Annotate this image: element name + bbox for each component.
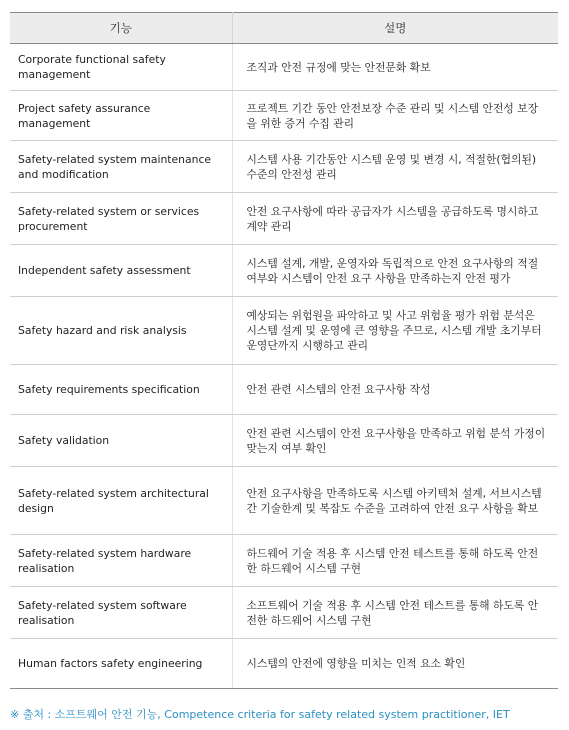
- description-cell: 안전 관련 시스템이 안전 요구사항을 만족하고 위험 분석 가정이 맞는지 여부 확인: [232, 415, 558, 467]
- safety-functions-table: [10, 12, 558, 689]
- table-row: [10, 587, 558, 639]
- table-row: [10, 467, 558, 535]
- description-cell: 시스템 설계, 개발, 운영자와 독립적으로 안전 요구사항의 적절 여부와 시스템이 안전 요구 사항을 만족하는지 안전 평가: [232, 245, 558, 297]
- function-cell: Safety validation: [10, 415, 232, 467]
- table-row: [10, 535, 558, 587]
- function-cell: Safety-related system architectural design: [10, 467, 232, 535]
- function-cell: Safety-related system software realisation: [10, 587, 232, 639]
- table-row: [10, 245, 558, 297]
- function-cell: Safety requirements specification: [10, 365, 232, 415]
- description-cell: 소프트웨어 기술 적용 후 시스템 안전 테스트를 통해 하도록 안전한 하드웨어 시스템 구현: [232, 587, 558, 639]
- function-cell: Safety-related system hardware realisation: [10, 535, 232, 587]
- table-row: [10, 365, 558, 415]
- header-function: 기능: [10, 13, 232, 44]
- function-cell: Safety hazard and risk analysis: [10, 297, 232, 365]
- source-note: ※ 출처 : 소프트웨어 안전 기능, Competence criteria for safety related system practitioner, IET: [10, 708, 510, 721]
- function-cell: Safety-related system maintenance and modification: [10, 141, 232, 193]
- description-cell: 시스템 사용 기간동안 시스템 운영 및 변경 시, 적절한(협의된) 수준의 안전성 관리: [232, 141, 558, 193]
- description-cell: 안전 요구사항을 만족하도록 시스템 아키텍처 설계, 서브시스템 간 기술한계 및 복잡도 수준을 고려하여 안전 요구 사항을 확보: [232, 467, 558, 535]
- table-row: [10, 91, 558, 141]
- table-row: [10, 141, 558, 193]
- table-row: [10, 297, 558, 365]
- function-cell: Safety-related system or services procurement: [10, 193, 232, 245]
- description-cell: 조직과 안전 규정에 맞는 안전문화 확보: [232, 44, 558, 91]
- description-cell: 시스템의 안전에 영향을 미치는 인적 요소 확인: [232, 639, 558, 689]
- table-row: [10, 415, 558, 467]
- description-cell: 안전 관련 시스템의 안전 요구사항 작성: [232, 365, 558, 415]
- table-header-row: [10, 13, 558, 44]
- description-cell: 하드웨어 기술 적용 후 시스템 안전 테스트를 통해 하도록 안전한 하드웨어 시스템 구현: [232, 535, 558, 587]
- function-cell: Independent safety assessment: [10, 245, 232, 297]
- table-row: [10, 193, 558, 245]
- function-cell: Human factors safety engineering: [10, 639, 232, 689]
- table-row: [10, 639, 558, 689]
- table-row: [10, 44, 558, 91]
- function-cell: Project safety assurance management: [10, 91, 232, 141]
- function-cell: Corporate functional safety management: [10, 44, 232, 91]
- header-description: 설명: [232, 13, 558, 44]
- description-cell: 예상되는 위험원을 파악하고 및 사고 위험율 평가 위험 분석은 시스템 설계 및 운영에 큰 영향을 주므로, 시스템 개발 초기부터 운영단까지 시행하고 관리: [232, 297, 558, 365]
- description-cell: 프로젝트 기간 동안 안전보장 수준 관리 및 시스템 안전성 보장을 위한 증거 수집 관리: [232, 91, 558, 141]
- description-cell: 안전 요구사항에 따라 공급자가 시스템을 공급하도록 명시하고 계약 관리: [232, 193, 558, 245]
